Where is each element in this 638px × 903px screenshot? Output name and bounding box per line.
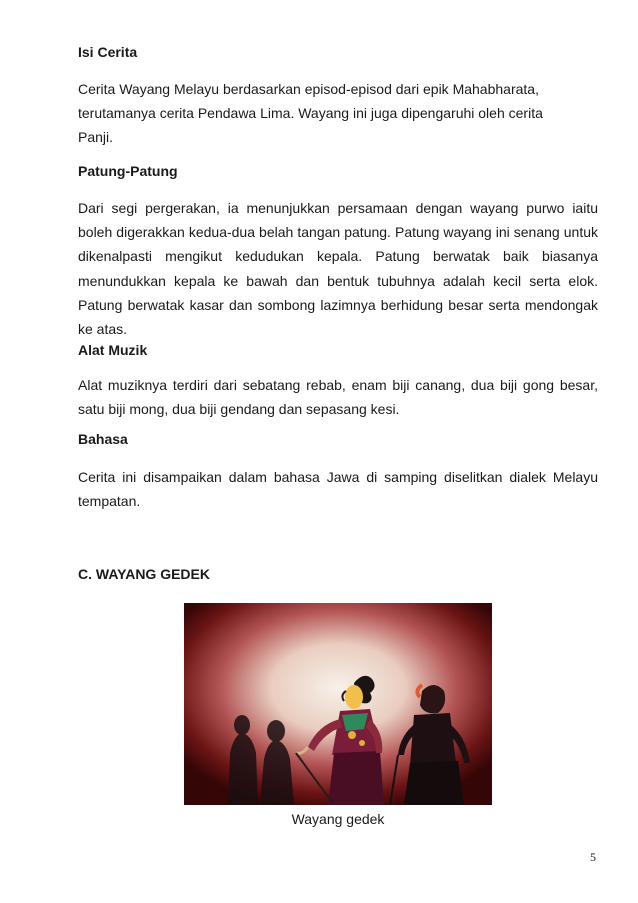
heading-patung-patung: Patung-Patung <box>78 163 178 179</box>
heading-alat-muzik: Alat Muzik <box>78 342 148 358</box>
paragraph-alat-muzik: Alat muziknya terdiri dari sebatang rebab, enam biji canang, dua biji gong besar, satu biji mong, dua biji gendang dan sepasang kesi. <box>78 377 598 418</box>
paragraph-isi-cerita: Cerita Wayang Melayu berdasarkan episod-episod dari epik Mahabharata, terutamanya cerita Pendawa Lima. Wayang ini juga dipengaruhi oleh cerita Panji. <box>78 81 543 146</box>
figure-caption: Wayang gedek <box>291 811 385 827</box>
heading-bahasa: Bahasa <box>78 431 128 447</box>
wayang-gedek-photo <box>184 603 492 805</box>
paragraph-patung-patung: Dari segi pergerakan, ia menunjukkan persamaan dengan wayang purwo iaitu boleh digerakkan kedua-dua belah tangan patung. Patung wayang ini senang untuk dikenalpasti mengikut kedudukan kepala. Patung berwatak baik biasanya menundukkan kepala ke bawah dan bentuk tubuhnya adalah kecil serta elok. Patung berwatak kasar dan sombong lazimnya berhidung besar serta mendongak ke atas. <box>78 200 598 338</box>
heading-isi-cerita: Isi Cerita <box>78 44 138 60</box>
shadow-puppet-illustration <box>184 603 492 805</box>
paragraph-bahasa: Cerita ini disampaikan dalam bahasa Jawa di samping diselitkan dialek Melayu tempatan. <box>78 469 598 510</box>
page-number: 5 <box>590 850 596 864</box>
heading-wayang-gedek: C. WAYANG GEDEK <box>78 566 210 582</box>
